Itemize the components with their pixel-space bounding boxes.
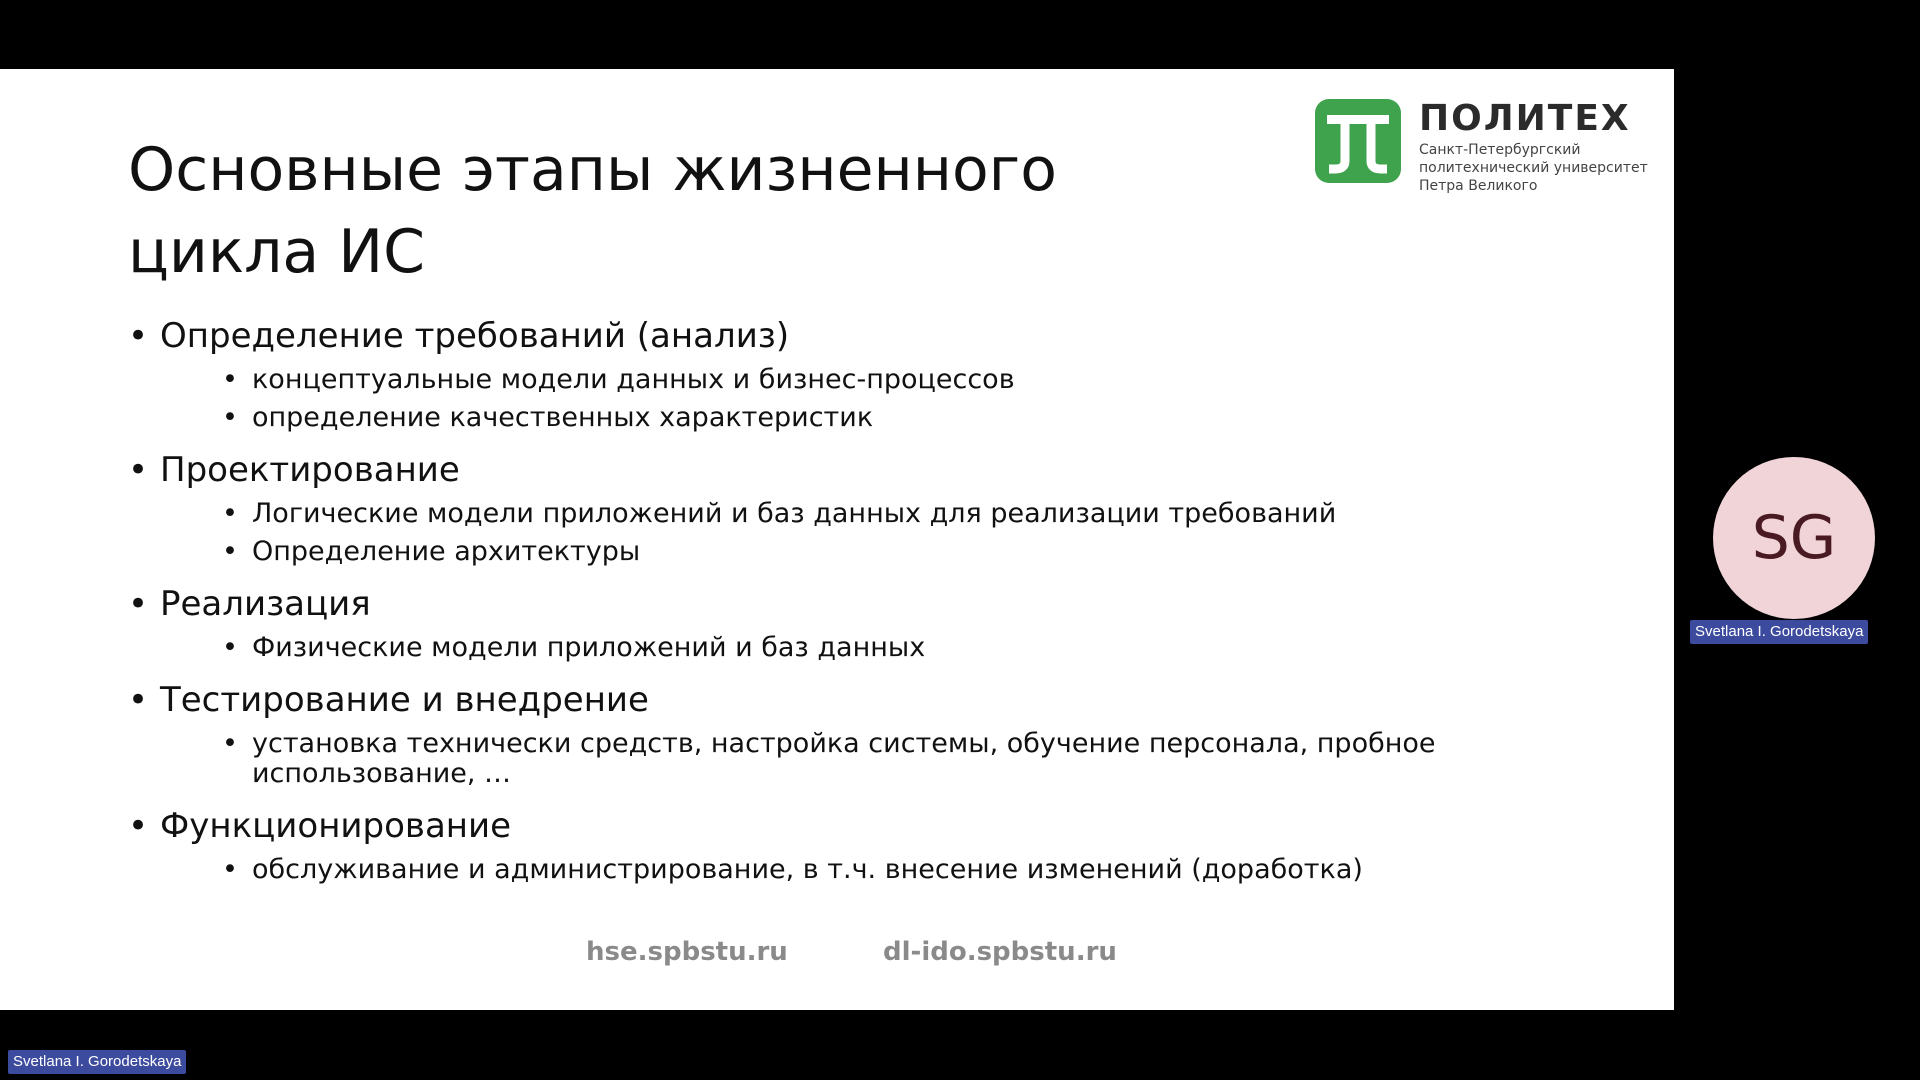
sub-bullet: • обслуживание и администрирование, в т.ч. внесение изменений (доработка) — [222, 855, 1628, 885]
sub-bullet: • Определение архитектуры — [222, 537, 1628, 567]
sub-bullet-line: использование, … — [252, 758, 512, 789]
logo-subtitle — [1419, 141, 1648, 195]
footer-link-dl-ido[interactable]: dl-ido.spbstu.ru — [883, 937, 1117, 967]
slide-title-line: цикла ИС — [128, 217, 426, 287]
bullet-section — [128, 315, 1628, 433]
sub-bullet-list — [160, 633, 1628, 663]
sub-bullet — [222, 729, 1628, 789]
sub-bullet-list — [160, 365, 1628, 433]
bullet-heading: Проектирование — [160, 450, 460, 490]
participant-avatar[interactable]: SG — [1713, 457, 1875, 619]
bullet-section — [128, 679, 1628, 789]
presenter-name-tag: Svetlana I. Gorodetskaya — [8, 1050, 186, 1074]
slide-title-line: Основные этапы жизненного — [128, 135, 1057, 205]
footer-link-hse[interactable]: hse.spbstu.ru — [586, 937, 788, 967]
sub-bullet-list — [160, 729, 1628, 789]
bullet-heading: Реализация — [160, 584, 371, 624]
slide-bullet-list — [128, 315, 1628, 885]
logo-subtitle-line: Петра Великого — [1419, 178, 1538, 194]
politech-pi-logo-icon — [1315, 99, 1401, 183]
bullet-heading: Тестирование и внедрение — [160, 680, 649, 720]
sub-bullet-line: • установка технически средств, настройка системы, обучение персонала, пробное — [252, 728, 1436, 759]
sub-bullet-list — [160, 499, 1628, 567]
sub-bullet-list — [160, 855, 1628, 885]
sub-bullet: • Физические модели приложений и баз данных — [222, 633, 1628, 663]
sub-bullet: • концептуальные модели данных и бизнес-процессов — [222, 365, 1628, 395]
slide-title — [128, 129, 1128, 293]
logo-subtitle-line: Санкт-Петербургский — [1419, 142, 1581, 158]
participant-name-tag: Svetlana I. Gorodetskaya — [1690, 620, 1868, 644]
bullet-heading: Функционирование — [160, 806, 512, 846]
logo-name: ПОЛИТЕХ — [1419, 98, 1631, 139]
shared-slide — [0, 69, 1674, 1010]
politech-logo — [1315, 98, 1665, 194]
logo-subtitle-line: политехнический университет — [1419, 160, 1648, 176]
bullet-section — [128, 805, 1628, 885]
sub-bullet: • Логические модели приложений и баз данных для реализации требований — [222, 499, 1628, 529]
bullet-section — [128, 449, 1628, 567]
bullet-heading: Определение требований (анализ) — [160, 316, 790, 356]
sub-bullet: • определение качественных характеристик — [222, 403, 1628, 433]
bullet-section — [128, 583, 1628, 663]
